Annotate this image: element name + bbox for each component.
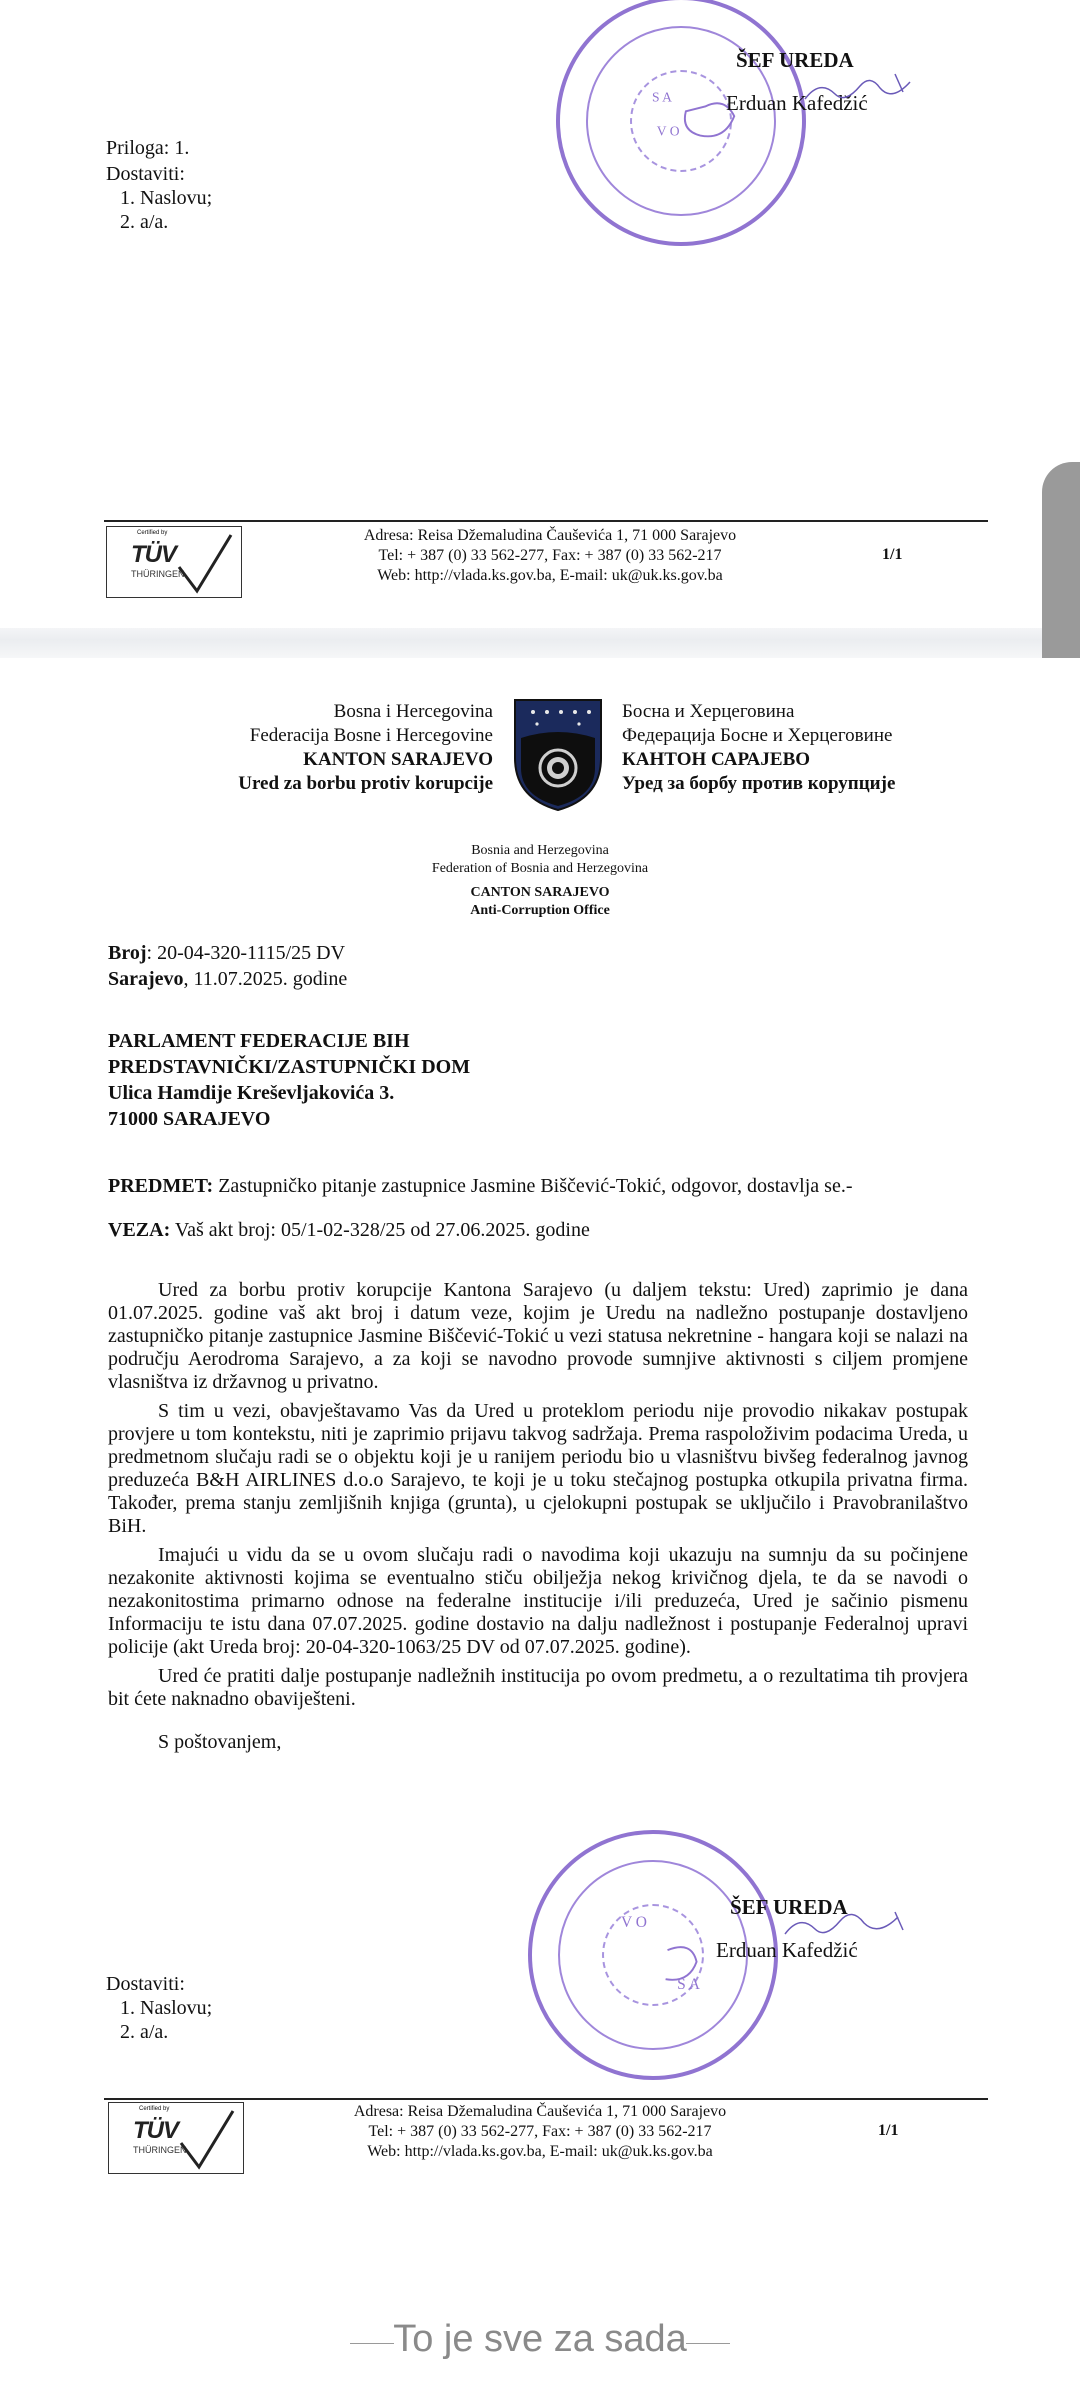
- cert-caption: Certified by: [139, 2106, 170, 2112]
- body-paragraph: Imajući u vidu da se u ovom slučaju radi o navodima koji ukazuju na sumnju da su počinjene nezakonite aktivnosti kojima se eventualno stiču obilježja nekog krivičnog djela, te da se navodi o nezakonitostima primarno odnose na federalne institucije i/ili preduzeća, Ured je sačinio pismenu Informaciju te istu dana 07.07.2025. godine dostavio na dalju nadležnost i postupanje Federalnoj upravi policije (akt Ureda broj: 20-04-320-1063/25 DV od 07.07.2025. godine).: [108, 1544, 968, 1658]
- date-value: , 11.07.2025. godine: [183, 968, 348, 990]
- header-line: Bosna i Hercegovina: [333, 701, 493, 722]
- footer-address: Adresa: Reisa Džemaludina Čauševića 1, 71 000 Sarajevo: [363, 527, 737, 544]
- deliver-list: [106, 186, 212, 234]
- document-page-1: [0, 0, 1080, 628]
- tuv-certificate-logo: [108, 2102, 244, 2174]
- reference-line: [108, 1218, 590, 1242]
- header-english: [340, 842, 740, 920]
- predmet-label: PREDMET:: [108, 1175, 214, 1197]
- handwritten-signature: [800, 64, 920, 114]
- page-number: 1/1: [882, 546, 903, 563]
- tuv-logo-text: TÜV: [131, 541, 176, 568]
- signer-name: Erduan Kafedžić: [716, 1938, 858, 1962]
- body-paragraph: Ured će pratiti dalje postupanje nadležnih institucija po ovom predmetu, a o rezultatima tih provjera bit ćete naknadno obaviješteni.: [108, 1665, 968, 1710]
- signer-title: ŠEF UREDA: [730, 1895, 848, 1919]
- veza-text: Vaš akt broj: 05/1-02-328/25 od 27.06.2025. godine: [170, 1219, 590, 1241]
- attachment-count: Priloga: 1.: [106, 137, 190, 159]
- footer-rule: [104, 520, 988, 522]
- page-gap: [0, 628, 1080, 658]
- header-line: Федерација Босне и Херцеговине: [622, 725, 893, 746]
- footer-rule: [104, 2098, 988, 2100]
- header-cyrillic: [622, 700, 895, 796]
- deliver-item: 1. Naslovu;: [140, 186, 212, 210]
- signer-name: Erduan Kafedžić: [726, 91, 868, 115]
- closing: S poštovanjem,: [158, 1731, 282, 1753]
- deliver-item: 2. a/a.: [140, 210, 212, 234]
- header-latin: [238, 700, 493, 796]
- delivery-list-block: [106, 1972, 212, 2044]
- footer-phone: Tel: + 387 (0) 33 562-277, Fax: + 387 (0) 33 562-217: [368, 2123, 712, 2140]
- header-line: Уред за борбу против корупције: [622, 773, 896, 794]
- header-line: Federacija Bosne i Hercegovine: [249, 725, 493, 746]
- svg-text:V O: V O: [621, 1913, 647, 1931]
- signer-title: ŠEF UREDA: [736, 48, 854, 72]
- footer-web: Web: http://vlada.ks.gov.ba, E-mail: uk@uk.ks.gov.ba: [367, 2143, 713, 2160]
- svg-text:S A: S A: [651, 89, 672, 105]
- coat-of-arms-icon: [513, 698, 603, 812]
- recipient-line: PARLAMENT FEDERACIJE BIH: [108, 1030, 410, 1052]
- deliver-label: Dostaviti:: [106, 1973, 185, 1995]
- subject-line: [108, 1174, 852, 1198]
- body-paragraph: Ured za borbu protiv korupcije Kantona Sarajevo (u daljem tekstu: Ured) zaprimio je dana 01.07.2025. godine vaš akt broj i datum veze, kojim je Uredu na nadležno postupanje dostavljeno zastupničko pitanje zastupnice Jasmine Biščević-Tokić u vezi statusa nekretnine - hangara koji se nalazi na području Aerodroma Sarajevo, a za koji se navodno provode sumnjive aktivnosti s ciljem promjene vlasništva iz državnog u privatno.: [108, 1279, 968, 1393]
- attachment-note: [106, 136, 212, 234]
- end-area: [0, 2188, 1080, 2400]
- official-stamp: [556, 0, 806, 246]
- broj-label: Broj: [108, 942, 147, 964]
- footer-phone: Tel: + 387 (0) 33 562-277, Fax: + 387 (0) 33 562-217: [378, 547, 722, 564]
- recipient-line: 71000 SARAJEVO: [108, 1108, 271, 1130]
- tuv-logo-sub: THÜRINGEN: [133, 2145, 187, 2155]
- recipient-line: Ulica Hamdije Kreševljakovića 3.: [108, 1082, 395, 1104]
- broj-value: : 20-04-320-1115/25 DV: [146, 942, 346, 964]
- tuv-logo-text: TÜV: [133, 2117, 178, 2144]
- svg-text:S A: S A: [677, 1975, 700, 1993]
- predmet-text: Zastupničko pitanje zastupnice Jasmine Biščević-Tokić, odgovor, dostavlja se.-: [213, 1175, 853, 1197]
- document-page-2: [0, 658, 1080, 2188]
- cert-caption: Certified by: [137, 530, 168, 536]
- footer-contact: [300, 526, 800, 586]
- header-line: КАНТОН САРАЈЕВО: [622, 749, 811, 770]
- footer-address: Adresa: Reisa Džemaludina Čauševića 1, 71 000 Sarajevo: [353, 2103, 727, 2120]
- deliver-item: 2. a/a.: [140, 2020, 212, 2044]
- header-line: Босна и Херцеговина: [622, 701, 795, 722]
- deliver-list: [106, 1996, 212, 2044]
- footer-contact: [290, 2102, 790, 2162]
- handwritten-signature: [780, 1904, 920, 1954]
- header-line: Bosnia and Herzegovina: [471, 843, 609, 858]
- svg-text:V O: V O: [656, 123, 680, 139]
- deliver-label: Dostaviti:: [106, 163, 185, 185]
- place-label: Sarajevo: [108, 968, 184, 990]
- reference-number: [108, 940, 347, 992]
- recipient-line: PREDSTAVNIČKI/ZASTUPNIČKI DOM: [108, 1056, 471, 1078]
- tuv-certificate-logo: [106, 526, 242, 598]
- recipient-address: [108, 1028, 470, 1132]
- page-number: 1/1: [878, 2122, 899, 2139]
- header-line: KANTON SARAJEVO: [303, 749, 493, 770]
- header-line: Anti-Corruption Office: [470, 903, 610, 918]
- header-line: Ured za borbu protiv korupcije: [238, 773, 493, 794]
- deliver-item: 1. Naslovu;: [140, 1996, 212, 2020]
- header-line: CANTON SARAJEVO: [470, 885, 610, 900]
- end-of-content-caption: To je sve za sada: [393, 2318, 687, 2360]
- veza-label: VEZA:: [108, 1219, 171, 1241]
- footer-web: Web: http://vlada.ks.gov.ba, E-mail: uk@uk.ks.gov.ba: [377, 567, 723, 584]
- body-paragraph: S tim u vezi, obavještavamo Vas da Ured u proteklom periodu nije provodio nikakav postupak provjere u tom kontekstu, niti je zaprimio prijavu takvog sadržaja. Prema raspoloživim podacima Ureda, u predmetnom slučaju radi se o objektu koji je u ranijem periodu bio u vlasništvu bivšeg federalnog javnog preduzeća B&H AIRLINES d.o.o Sarajevo, te koji je u toku stečajnog postupka otkupila privatna firma. Također, prema stanju zemljišnih knjiga (grunta), u cjelokupni postupak se uključilo i Pravobranilaštvo BiH.: [108, 1400, 968, 1537]
- header-line: Federation of Bosnia and Herzegovina: [431, 861, 649, 876]
- tuv-logo-sub: THÜRINGEN: [131, 569, 185, 579]
- letter-body: [108, 1279, 968, 1754]
